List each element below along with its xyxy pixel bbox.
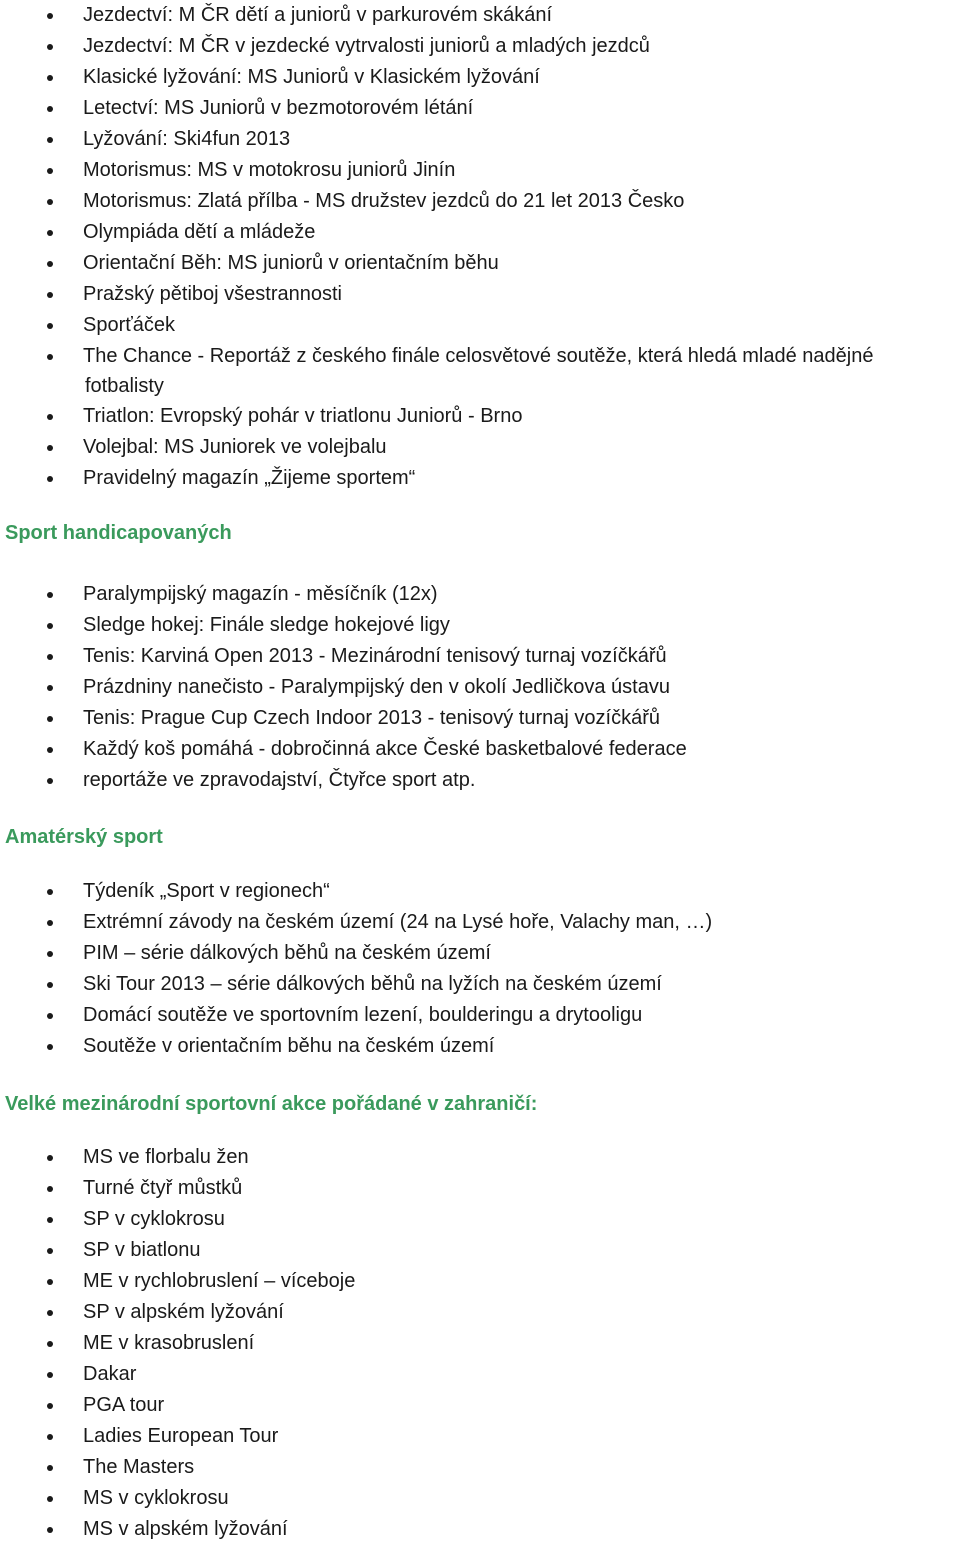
bullet-icon <box>47 778 53 784</box>
bullet-icon <box>47 199 53 205</box>
list-item: Ladies European Tour <box>0 1421 355 1452</box>
bullet-icon <box>47 445 53 451</box>
bullet-icon <box>47 1044 53 1050</box>
list-item: Extrémní závody na českém území (24 na Lysé hoře, Valachy man, …) <box>0 907 712 938</box>
bullet-icon <box>47 1155 53 1161</box>
list-item: Sledge hokej: Finále sledge hokejové ligy <box>0 610 687 641</box>
bullet-icon <box>47 44 53 50</box>
list-item: MS ve florbalu žen <box>0 1142 355 1173</box>
bullet-icon <box>47 623 53 629</box>
bullet-icon <box>47 75 53 81</box>
list-item: SP v biatlonu <box>0 1235 355 1266</box>
list-item: Ski Tour 2013 – série dálkových běhů na lyžích na českém území <box>0 969 712 1000</box>
list-item: Motorismus: MS v motokrosu juniorů Jinín <box>0 155 873 186</box>
list-item: Olympiáda dětí a mládeže <box>0 217 873 248</box>
bullet-icon <box>47 414 53 420</box>
section-heading-international-events: Velké mezinárodní sportovní akce pořádané v zahraničí: <box>5 1093 538 1115</box>
bullet-list-youth-sport <box>0 0 873 494</box>
bullet-icon <box>47 292 53 298</box>
list-item: Prázdniny nanečisto - Paralympijský den v okolí Jedličkova ústavu <box>0 672 687 703</box>
bullet-icon <box>47 982 53 988</box>
list-item: Motorismus: Zlatá přílba - MS družstev jezdců do 21 let 2013 Česko <box>0 186 873 217</box>
bullet-icon <box>47 716 53 722</box>
list-item: PIM – série dálkových běhů na českém území <box>0 938 712 969</box>
list-item: Týdeník „Sport v regionech“ <box>0 876 712 907</box>
list-item: ME v rychlobruslení – víceboje <box>0 1266 355 1297</box>
list-item-wrapped: The Chance - Reportáž z českého finále celosvětové soutěže, která hledá mladé nadějné fotbalisty <box>0 341 873 401</box>
list-item: Pravidelný magazín „Žijeme sportem“ <box>0 463 873 494</box>
bullet-icon <box>47 13 53 19</box>
list-item: SP v alpském lyžování <box>0 1297 355 1328</box>
bullet-icon <box>47 476 53 482</box>
bullet-icon <box>47 137 53 143</box>
list-item: Paralympijský magazín - měsíčník (12x) <box>0 579 687 610</box>
bullet-icon <box>47 1248 53 1254</box>
bullet-icon <box>47 920 53 926</box>
list-item: PGA tour <box>0 1390 355 1421</box>
list-item: MS v alpském lyžování <box>0 1514 355 1545</box>
bullet-icon <box>47 261 53 267</box>
bullet-icon <box>47 230 53 236</box>
bullet-icon <box>47 654 53 660</box>
list-item: Sporťáček <box>0 310 873 341</box>
list-item: Klasické lyžování: MS Juniorů v Klasickém lyžování <box>0 62 873 93</box>
bullet-icon <box>47 1217 53 1223</box>
bullet-icon <box>47 1186 53 1192</box>
bullet-icon <box>47 1496 53 1502</box>
bullet-icon <box>47 1434 53 1440</box>
bullet-icon <box>47 106 53 112</box>
list-item: Triatlon: Evropský pohár v triatlonu Juniorů - Brno <box>0 401 873 432</box>
bullet-list-international-events <box>0 1142 355 1545</box>
list-item: Orientační Běh: MS juniorů v orientačním běhu <box>0 248 873 279</box>
list-item: Turné čtyř můstků <box>0 1173 355 1204</box>
bullet-icon <box>47 1527 53 1533</box>
list-item: Domácí soutěže ve sportovním lezení, boulderingu a drytooligu <box>0 1000 712 1031</box>
list-item: Letectví: MS Juniorů v bezmotorovém létání <box>0 93 873 124</box>
bullet-icon <box>47 1403 53 1409</box>
list-item: Pražský pětiboj všestrannosti <box>0 279 873 310</box>
bullet-icon <box>47 1465 53 1471</box>
section-heading-amateur-sport: Amatérský sport <box>5 826 163 848</box>
list-item: SP v cyklokrosu <box>0 1204 355 1235</box>
list-item: ME v krasobruslení <box>0 1328 355 1359</box>
bullet-icon <box>47 354 53 360</box>
list-item: Soutěže v orientačním běhu na českém území <box>0 1031 712 1062</box>
bullet-icon <box>47 1341 53 1347</box>
bullet-icon <box>47 1310 53 1316</box>
bullet-list-handicapped-sport <box>0 579 687 796</box>
bullet-icon <box>47 168 53 174</box>
list-item: Tenis: Karviná Open 2013 - Mezinárodní tenisový turnaj vozíčkářů <box>0 641 687 672</box>
bullet-icon <box>47 889 53 895</box>
bullet-icon <box>47 1279 53 1285</box>
list-item: Každý koš pomáhá - dobročinná akce České basketbalové federace <box>0 734 687 765</box>
bullet-icon <box>47 1372 53 1378</box>
list-item: reportáže ve zpravodajství, Čtyřce sport atp. <box>0 765 687 796</box>
list-item: Tenis: Prague Cup Czech Indoor 2013 - tenisový turnaj vozíčkářů <box>0 703 687 734</box>
list-item: Volejbal: MS Juniorek ve volejbalu <box>0 432 873 463</box>
list-item: Jezdectví: M ČR v jezdecké vytrvalosti juniorů a mladých jezdců <box>0 31 873 62</box>
list-item: Lyžování: Ski4fun 2013 <box>0 124 873 155</box>
bullet-icon <box>47 685 53 691</box>
list-item: The Masters <box>0 1452 355 1483</box>
section-heading-handicapped-sport: Sport handicapovaných <box>5 522 232 544</box>
bullet-icon <box>47 747 53 753</box>
bullet-icon <box>47 1013 53 1019</box>
list-item: MS v cyklokrosu <box>0 1483 355 1514</box>
bullet-icon <box>47 951 53 957</box>
bullet-icon <box>47 592 53 598</box>
bullet-list-amateur-sport <box>0 876 712 1062</box>
bullet-icon <box>47 323 53 329</box>
list-item: Dakar <box>0 1359 355 1390</box>
list-item: Jezdectví: M ČR dětí a juniorů v parkurovém skákání <box>0 0 873 31</box>
